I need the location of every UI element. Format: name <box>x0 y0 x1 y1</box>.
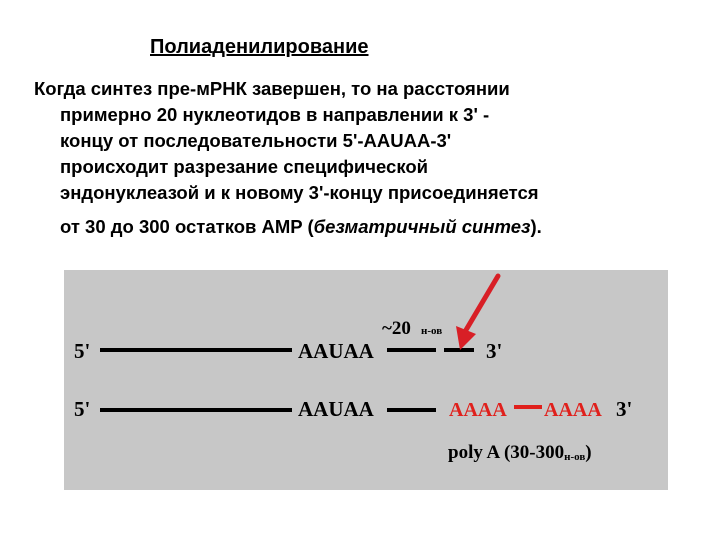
row2-aauaa-label: AAUAA <box>298 397 374 421</box>
polyA-caption <box>448 442 592 463</box>
row2-three-prime-label: 3' <box>616 397 633 421</box>
row1-three-prime-label: 3' <box>486 339 503 363</box>
polyA-caption-main: poly A (30-300 <box>448 442 565 463</box>
description-paragraph <box>34 76 694 240</box>
polyA-caption-end: ) <box>585 442 592 463</box>
text-line-5: эндонуклеазой и к новому 3'-концу присоединяется <box>60 182 539 203</box>
text-line-6-italic: безматричный синтез <box>313 216 531 237</box>
slide-title: Полиаденилирование <box>150 36 369 58</box>
polyadenylation-diagram <box>64 270 668 490</box>
text-line-4: происходит разрезание специфической <box>60 156 429 177</box>
row1-aauaa-label: AAUAA <box>298 339 374 363</box>
text-line-1: Когда синтез пре-мРНК завершен, то на расстоянии <box>34 78 510 99</box>
row1-distance-unit: н-ов <box>421 325 443 337</box>
text-line-6-start: от 30 до 300 остатков AMP ( <box>60 216 314 237</box>
polyA-segment-2: AAAA <box>544 399 602 421</box>
row1-five-prime-label: 5' <box>74 339 91 363</box>
text-line-6-end: ). <box>530 216 542 237</box>
polyA-caption-unit: н-ов <box>564 451 586 463</box>
text-line-2: примерно 20 нуклеотидов в направлении к 3' - <box>60 104 490 125</box>
diagram-svg <box>64 270 668 490</box>
row2-five-prime-label: 5' <box>74 397 91 421</box>
polyA-segment-1: AAAA <box>449 399 507 421</box>
text-line-6 <box>34 214 694 240</box>
row1-distance-label: ~20 <box>382 318 411 339</box>
text-line-3: концу от последовательности 5'-AAUAA-3' <box>60 130 452 151</box>
